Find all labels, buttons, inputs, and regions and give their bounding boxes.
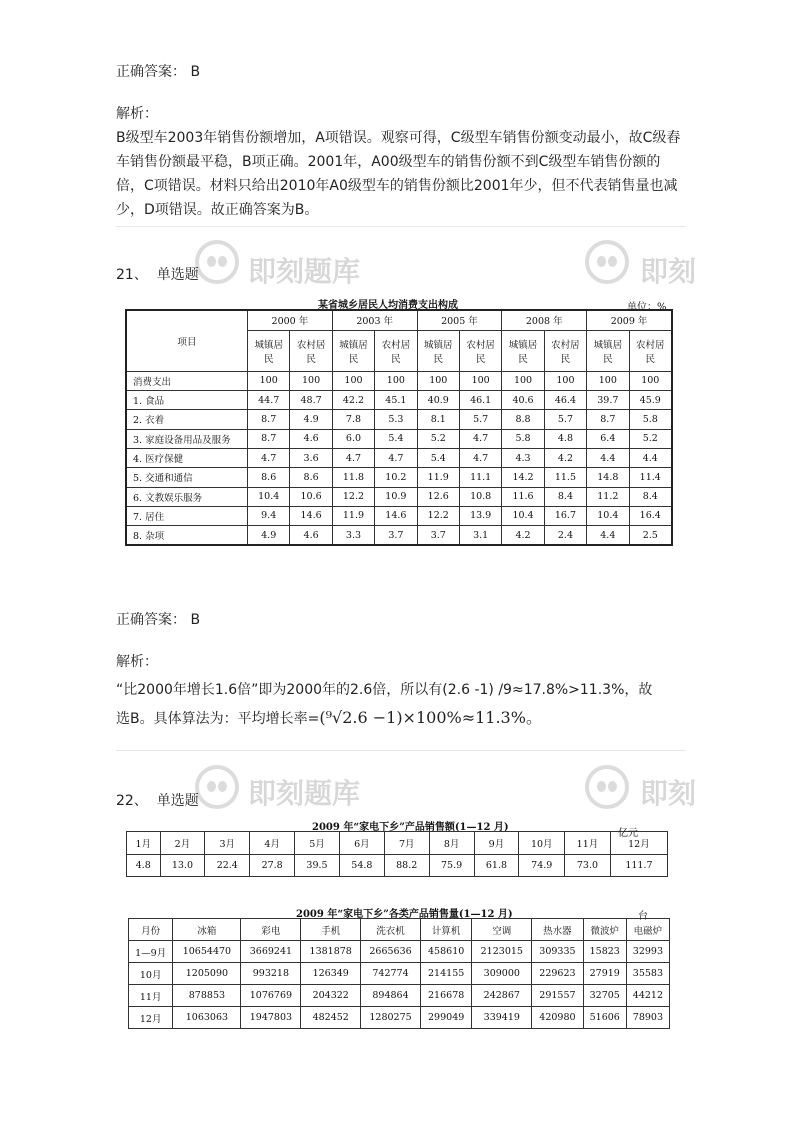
table-cell: 11.2 (587, 487, 629, 506)
panda-logo-icon (585, 240, 629, 284)
table-cell: 32993 (626, 941, 669, 963)
table-cell: 11.6 (502, 487, 544, 506)
table-cell: 46.4 (544, 390, 586, 409)
table-cell: 100 (417, 371, 459, 390)
table-cell: 8.6 (290, 468, 332, 487)
month-header: 12月 (610, 832, 667, 855)
table-cell: 2.5 (629, 526, 672, 545)
table-row (129, 963, 670, 985)
table-cell: 10.8 (459, 487, 501, 506)
question-number: 22、 (116, 793, 148, 809)
table-cell: 4.6 (290, 526, 332, 545)
table-cell: 100 (332, 371, 374, 390)
table-cell: 8.4 (629, 487, 672, 506)
month-cell: 1—9月 (129, 941, 173, 963)
header-year: 2003 年 (332, 310, 417, 330)
table-row (126, 448, 672, 467)
table-cell: 39.7 (587, 390, 629, 409)
month-header: 7月 (384, 832, 429, 855)
table-cell: 2665636 (361, 941, 421, 963)
table-row (126, 390, 672, 409)
table-row (126, 429, 672, 448)
table-cell: 4.7 (459, 448, 501, 467)
table-cell: 44212 (626, 985, 669, 1007)
table-cell: 40.9 (417, 390, 459, 409)
table-cell: 14.2 (502, 468, 544, 487)
table-cell: 4.4 (587, 526, 629, 545)
month-header: 9月 (474, 832, 519, 855)
header-rural: 农村居民 (459, 330, 501, 371)
header-rural: 农村居民 (375, 330, 417, 371)
table-cell: 8.6 (248, 468, 290, 487)
table-cell: 40.6 (502, 390, 544, 409)
table-cell: 4.9 (290, 410, 332, 429)
table-cell: 5.8 (629, 410, 672, 429)
table-row (126, 410, 672, 429)
month-header: 3月 (205, 832, 250, 855)
table-cell: 15823 (583, 941, 626, 963)
table-cell: 1205090 (173, 963, 241, 985)
table-cell: 13.9 (459, 506, 501, 525)
table-cell: 9.4 (248, 506, 290, 525)
table-cell: 100 (248, 371, 290, 390)
table-cell: 214155 (420, 963, 471, 985)
header-year: 2000 年 (248, 310, 333, 330)
table-row (126, 468, 672, 487)
table-row (126, 487, 672, 506)
table-cell: 45.9 (629, 390, 672, 409)
sales-value: 4.8 (127, 854, 161, 877)
table-cell: 204322 (301, 985, 361, 1007)
table-cell: 14.8 (587, 468, 629, 487)
table-cell: 4.2 (502, 526, 544, 545)
table-cell: 100 (587, 371, 629, 390)
panda-logo-icon (195, 765, 239, 809)
table-cell: 8.7 (248, 410, 290, 429)
table-cell: 126349 (301, 963, 361, 985)
table-cell: 27919 (583, 963, 626, 985)
table-cell: 878853 (173, 985, 241, 1007)
divider (116, 750, 686, 751)
header-urban: 城镇居民 (417, 330, 459, 371)
column-header: 计算机 (420, 919, 471, 941)
table-cell: 3.3 (332, 526, 374, 545)
table-cell: 1947803 (241, 1007, 301, 1029)
row-label: 5. 交通和通信 (126, 468, 248, 487)
table-cell: 100 (375, 371, 417, 390)
table-row (129, 985, 670, 1007)
table-cell: 299049 (420, 1007, 471, 1029)
table-cell: 45.1 (375, 390, 417, 409)
watermark-text: 即刻题库 (248, 255, 361, 288)
table-cell: 4.7 (375, 448, 417, 467)
table-title: 某省城乡居民人均消费支出构成 (318, 300, 458, 311)
table-cell: 8.7 (248, 429, 290, 448)
table-cell: 8.4 (544, 487, 586, 506)
answer-value: B (190, 612, 201, 628)
table-cell: 5.4 (417, 448, 459, 467)
month-header: 4月 (250, 832, 295, 855)
divider (116, 226, 686, 227)
consumption-table (125, 309, 673, 546)
q21-analysis (116, 650, 686, 731)
analysis-line: 选B。具体算法为：平均增长率= (116, 711, 320, 727)
question-22-title (116, 790, 199, 810)
table-cell: 420980 (532, 1007, 583, 1029)
table-cell: 4.4 (629, 448, 672, 467)
table-cell: 6.0 (332, 429, 374, 448)
q21-answer (116, 608, 686, 632)
table-cell: 742774 (361, 963, 421, 985)
header-year: 2005 年 (417, 310, 502, 330)
table-cell: 2123015 (472, 941, 532, 963)
table-cell: 100 (502, 371, 544, 390)
sales-value: 22.4 (205, 854, 250, 877)
table-cell: 51606 (583, 1007, 626, 1029)
header-year: 2009 年 (587, 310, 672, 330)
watermark-text: 即刻题库 (248, 777, 361, 810)
table-cell: 44.7 (248, 390, 290, 409)
table-cell: 100 (544, 371, 586, 390)
table-cell: 4.7 (459, 429, 501, 448)
table-cell: 12.2 (332, 487, 374, 506)
analysis-label: 解析： (116, 106, 158, 122)
month-cell: 11月 (129, 985, 173, 1007)
table-cell: 46.1 (459, 390, 501, 409)
answer-label: 正确答案： (116, 612, 186, 628)
table-cell: 11.1 (459, 468, 501, 487)
table-cell: 1063063 (173, 1007, 241, 1029)
table-cell: 16.7 (544, 506, 586, 525)
table-cell: 5.7 (459, 410, 501, 429)
table-cell: 5.2 (417, 429, 459, 448)
table-cell: 11.5 (544, 468, 586, 487)
table-cell: 4.7 (248, 448, 290, 467)
column-header: 彩电 (241, 919, 301, 941)
table-cell: 458610 (420, 941, 471, 963)
table-cell: 4.2 (544, 448, 586, 467)
sales-value: 74.9 (519, 854, 565, 877)
table-cell: 3.1 (459, 526, 501, 545)
table-cell: 4.6 (290, 429, 332, 448)
month-header: 10月 (519, 832, 565, 855)
table-unit: 亿元 (618, 828, 638, 839)
table-cell: 42.2 (332, 390, 374, 409)
table-cell: 309335 (532, 941, 583, 963)
panda-logo-icon (585, 765, 629, 809)
sales-value: 61.8 (474, 854, 519, 877)
column-header: 洗衣机 (361, 919, 421, 941)
table-row (129, 1007, 670, 1029)
question-number: 21、 (116, 267, 148, 283)
table-cell: 100 (290, 371, 332, 390)
table-cell: 4.4 (587, 448, 629, 467)
table-cell: 1381878 (301, 941, 361, 963)
table-unit: 单位：% (627, 302, 667, 313)
table-cell: 8.7 (587, 410, 629, 429)
table-row (126, 526, 672, 545)
table-cell: 8.8 (502, 410, 544, 429)
table-cell: 11.4 (629, 468, 672, 487)
table-cell: 4.9 (248, 526, 290, 545)
row-label: 6. 文教娱乐服务 (126, 487, 248, 506)
row-label: 1. 食品 (126, 390, 248, 409)
header-year: 2008 年 (502, 310, 587, 330)
table-cell: 10.2 (375, 468, 417, 487)
table-row (129, 941, 670, 963)
table-cell: 2.4 (544, 526, 586, 545)
table-cell: 14.6 (290, 506, 332, 525)
analysis-line: “比2000年增长1.6倍”即为2000年的2.6倍，所以有(2.6 -1) /9≈17.8%>11.3%，故 (116, 682, 653, 698)
header-urban: 城镇居民 (502, 330, 544, 371)
growth-formula: (⁹√2.6 −1)×100%≈11.3%。 (319, 708, 542, 727)
column-header: 电磁炉 (626, 919, 669, 941)
table-cell: 339419 (472, 1007, 532, 1029)
table-cell: 10.6 (290, 487, 332, 506)
table-row (126, 371, 672, 390)
table-cell: 16.4 (629, 506, 672, 525)
header-rural: 农村居民 (629, 330, 672, 371)
table-cell: 12.2 (417, 506, 459, 525)
q20-analysis (116, 102, 686, 222)
month-header: 6月 (339, 832, 384, 855)
sales-value: 39.5 (295, 854, 340, 877)
table-unit: 台 (638, 911, 648, 922)
header-urban: 城镇居民 (332, 330, 374, 371)
table-cell: 10.4 (502, 506, 544, 525)
row-label: 3. 家庭设备用品及服务 (126, 429, 248, 448)
row-label: 消费支出 (126, 371, 248, 390)
table-cell: 309000 (472, 963, 532, 985)
watermark-text: 即刻 (640, 777, 697, 810)
table-title: 2009 年“家电下乡”产品销售额(1—12 月) (312, 822, 509, 833)
column-header: 空调 (472, 919, 532, 941)
table-cell: 5.2 (629, 429, 672, 448)
table-cell: 48.7 (290, 390, 332, 409)
row-label: 2. 衣着 (126, 410, 248, 429)
analysis-text: B级型车2003年销售份额增加，A项错误。观察可得，C级型车销售份额变动最小，故C级舂车销售份额最平稳，B项正确。2001年，A00级型车的销售份额不到C级型车销售份额的倍，C项错误。材料只给出2010年A0级型车的销售份额比2001年少，但不代表销售量也减少，D项错误。故正确答案为B。 (116, 130, 681, 218)
table-cell: 1076769 (241, 985, 301, 1007)
table-cell: 7.8 (332, 410, 374, 429)
q20-answer (116, 60, 686, 84)
sales-value: 88.2 (384, 854, 429, 877)
sales-value: 73.0 (565, 854, 611, 877)
month-header: 8月 (429, 832, 474, 855)
table-cell: 10.9 (375, 487, 417, 506)
table-cell: 12.6 (417, 487, 459, 506)
table-cell: 10.4 (587, 506, 629, 525)
table-cell: 4.3 (502, 448, 544, 467)
month-header: 1月 (127, 832, 161, 855)
column-header: 热水器 (532, 919, 583, 941)
table-cell: 3.7 (375, 526, 417, 545)
table-cell: 482452 (301, 1007, 361, 1029)
column-header: 微波炉 (583, 919, 626, 941)
table-cell: 5.8 (502, 429, 544, 448)
month-header: 11月 (565, 832, 611, 855)
row-label: 4. 医疗保健 (126, 448, 248, 467)
table-cell: 3.6 (290, 448, 332, 467)
table-cell: 5.4 (375, 429, 417, 448)
column-header: 冰箱 (173, 919, 241, 941)
table-cell: 6.4 (587, 429, 629, 448)
column-header: 手机 (301, 919, 361, 941)
watermark-text: 即刻 (640, 255, 697, 288)
row-label: 7. 居住 (126, 506, 248, 525)
table-cell: 4.7 (332, 448, 374, 467)
answer-value: B (190, 64, 201, 80)
row-label: 8. 杂项 (126, 526, 248, 545)
table-cell: 1280275 (361, 1007, 421, 1029)
table-cell: 35583 (626, 963, 669, 985)
sales-amount-table (126, 831, 668, 877)
table-cell: 11.9 (417, 468, 459, 487)
sales-value: 75.9 (429, 854, 474, 877)
analysis-label: 解析： (116, 654, 158, 670)
table-cell: 8.1 (417, 410, 459, 429)
table-cell: 291557 (532, 985, 583, 1007)
table-cell: 3.7 (417, 526, 459, 545)
panda-logo-icon (195, 240, 239, 284)
answer-label: 正确答案： (116, 64, 186, 80)
table-cell: 100 (629, 371, 672, 390)
table-cell: 894864 (361, 985, 421, 1007)
sales-volume-table (128, 918, 670, 1029)
sales-value: 13.0 (160, 854, 205, 877)
month-cell: 12月 (129, 1007, 173, 1029)
table-cell: 3669241 (241, 941, 301, 963)
table-title: 2009 年“家电下乡”各类产品销售量(1—12 月) (296, 909, 513, 920)
table-cell: 32705 (583, 985, 626, 1007)
question-type: 单选题 (156, 793, 199, 809)
sales-value: 111.7 (610, 854, 667, 877)
header-rural: 农村居民 (544, 330, 586, 371)
table-cell: 78903 (626, 1007, 669, 1029)
month-cell: 10月 (129, 963, 173, 985)
header-rural: 农村居民 (290, 330, 332, 371)
table-cell: 5.7 (544, 410, 586, 429)
table-cell: 242867 (472, 985, 532, 1007)
table-row (126, 506, 672, 525)
table-cell: 10.4 (248, 487, 290, 506)
month-header: 2月 (160, 832, 205, 855)
month-header: 5月 (295, 832, 340, 855)
header-urban: 城镇居民 (587, 330, 629, 371)
column-header: 月份 (129, 919, 173, 941)
table-cell: 5.3 (375, 410, 417, 429)
table-cell: 14.6 (375, 506, 417, 525)
table-cell: 11.8 (332, 468, 374, 487)
table-cell: 216678 (420, 985, 471, 1007)
table-cell: 993218 (241, 963, 301, 985)
question-21-title (116, 264, 199, 284)
table-cell: 100 (459, 371, 501, 390)
header-urban: 城镇居民 (248, 330, 290, 371)
question-type: 单选题 (156, 267, 199, 283)
table-cell: 229623 (532, 963, 583, 985)
sales-value: 27.8 (250, 854, 295, 877)
header-item: 项目 (126, 310, 248, 371)
table-cell: 11.9 (332, 506, 374, 525)
table-cell: 4.8 (544, 429, 586, 448)
table-cell: 10654470 (173, 941, 241, 963)
sales-value: 54.8 (339, 854, 384, 877)
